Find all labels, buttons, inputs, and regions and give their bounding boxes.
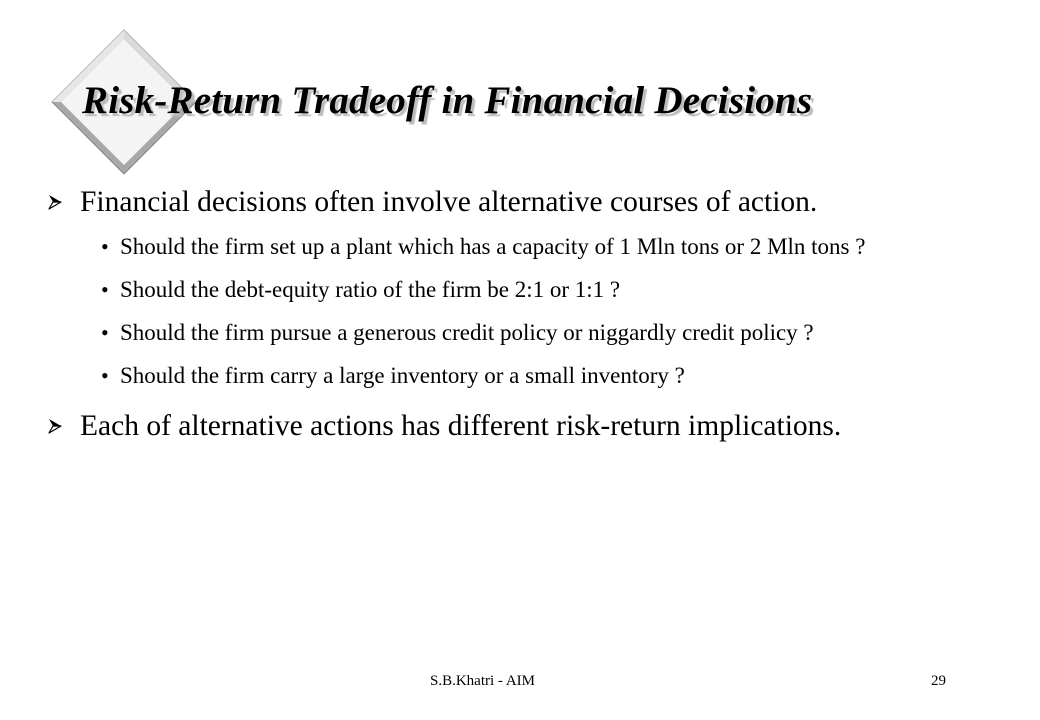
page-number: 29	[931, 673, 946, 689]
main-point-1-text: Financial decisions often involve alternative courses of action.	[80, 186, 818, 218]
bullet-dot: •	[101, 234, 109, 259]
sub-point-3-text: Should the firm pursue a generous credit policy or niggardly credit policy ?	[120, 320, 814, 345]
main-point-1	[47, 182, 1005, 222]
sub-point-3	[101, 317, 1005, 349]
sub-point-1-text: Should the firm set up a plant which has a capacity of 1 Mln tons or 2 Mln tons ?	[120, 234, 866, 259]
main-point-2-text: Each of alternative actions has different risk-return implications.	[80, 410, 842, 442]
slide-content	[47, 182, 1005, 446]
sub-point-1	[101, 231, 1005, 263]
arrowhead-icon	[47, 194, 63, 210]
footer-author: S.B.Khatri - AIM	[430, 673, 535, 689]
bullet-dot: •	[101, 363, 109, 388]
bullet-dot: •	[101, 277, 109, 302]
arrowhead-icon	[47, 418, 63, 434]
sub-point-4	[101, 360, 1005, 392]
bullet-dot: •	[101, 320, 109, 345]
sub-point-2-text: Should the debt-equity ratio of the firm be 2:1 or 1:1 ?	[120, 277, 621, 302]
sub-point-2	[101, 274, 1005, 306]
sub-point-4-text: Should the firm carry a large inventory or a small inventory ?	[120, 363, 685, 388]
main-point-2	[47, 406, 1005, 446]
slide-title: Risk-Return Tradeoff in Financial Decisions	[82, 79, 813, 122]
